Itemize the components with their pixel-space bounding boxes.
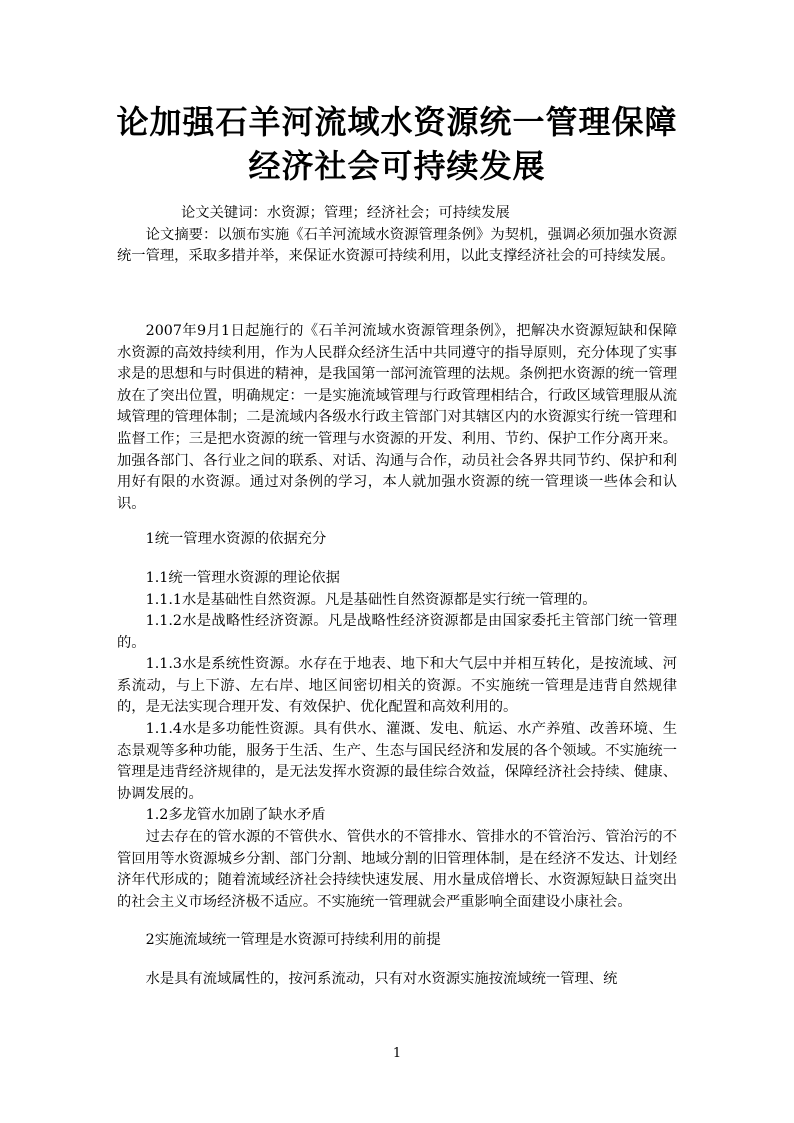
paragraph-1-1-4: 1.1.4水是多功能性资源。具有供水、灌溉、发电、航运、水产养殖、改善环境、生态景观等多种功能，服务于生活、生产、生态与国民经济和发展的各个领域。不实施统一管理是违背经济规律的，是无法发挥水资源的最佳综合效益，保障经济社会持续、健康、协调发展的。 [117,721,677,802]
paragraph-1-1-3: 1.1.3水是系统性资源。水存在于地表、地下和大气层中并相互转化，是按流域、河系流动，与上下游、左右岸、地区间密切相关的资源。不实施统一管理是违背自然规律的，是无法实现合理开发、有效保护、优化配置和高效利用的。 [117,656,677,716]
intro-paragraph: 2007年9月1日起施行的《石羊河流域水资源管理条例》，把解决水资源短缺和保障水资源的高效持续利用，作为人民群众经济生活中共同遵守的指导原则，充分体现了实事求是的思想和与时俱进的精神，是我国第一部河流管理的法规。条例把水资源的统一管理放在了突出位置，明确规定：一是实施流域管理与行政管理相结合，行政区域管理服从流域管理的管理体制；二是流域内各级水行政主管部门对其辖区内的水资源实行统一管理和监督工作；三是把水资源的统一管理与水资源的开发、利用、节约、保护工作分离开来。加强各部门、各行业之间的联系、对话、沟通与合作，动员社会各界共同节约、保护和利用好有限的水资源。通过对条例的学习，本人就加强水资源的统一管理谈一些体会和认识。 [117,322,677,512]
keywords: 论文关键词：水资源；管理；经济社会；可持续发展 [181,205,510,221]
paragraph-1-1-2: 1.1.2水是战略性经济资源。凡是战略性经济资源都是由国家委托主管部门统一管理的。 [117,613,677,651]
section-2-heading: 2实施流域统一管理是水资源可持续利用的前提 [145,932,441,949]
page-number: 1 [392,1046,402,1061]
paragraph-1-2: 过去存在的管水源的不管供水、管供水的不管排水、管排水的不管治污、管治污的不管回用等水资源城乡分割、部门分割、地域分割的旧管理体制，是在经济不发达、计划经济年代形成的；随着流域经济社会持续快速发展、用水量成倍增长、水资源短缺日益突出的社会主义市场经济极不适应。不实施统一管理就会严重影响全面建设小康社会。 [117,829,677,910]
paragraph-1-1-1: 1.1.1水是基础性自然资源。凡是基础性自然资源都是实行统一管理的。 [145,591,597,608]
paragraph-2: 水是具有流域属性的，按河系流动，只有对水资源实施按流域统一管理、统 [145,971,618,987]
section-1-heading: 1统一管理水资源的依据充分 [145,531,327,548]
title-line-2: 经济社会可持续发展 [248,147,546,185]
subsection-1-1-heading: 1.1统一管理水资源的理论依据 [145,569,340,586]
subsection-1-2-heading: 1.2多龙管水加剧了缺水矛盾 [145,807,326,824]
abstract: 论文摘要：以颁布实施《石羊河流域水资源管理条例》为契机，强调必须加强水资源统一管理，采取多措并举，来保证水资源可持续利用，以此支撑经济社会的可持续发展。 [117,226,677,265]
title-line-1: 论加强石羊河流域水资源统一管理保障 [116,103,678,141]
document-body [117,203,677,991]
